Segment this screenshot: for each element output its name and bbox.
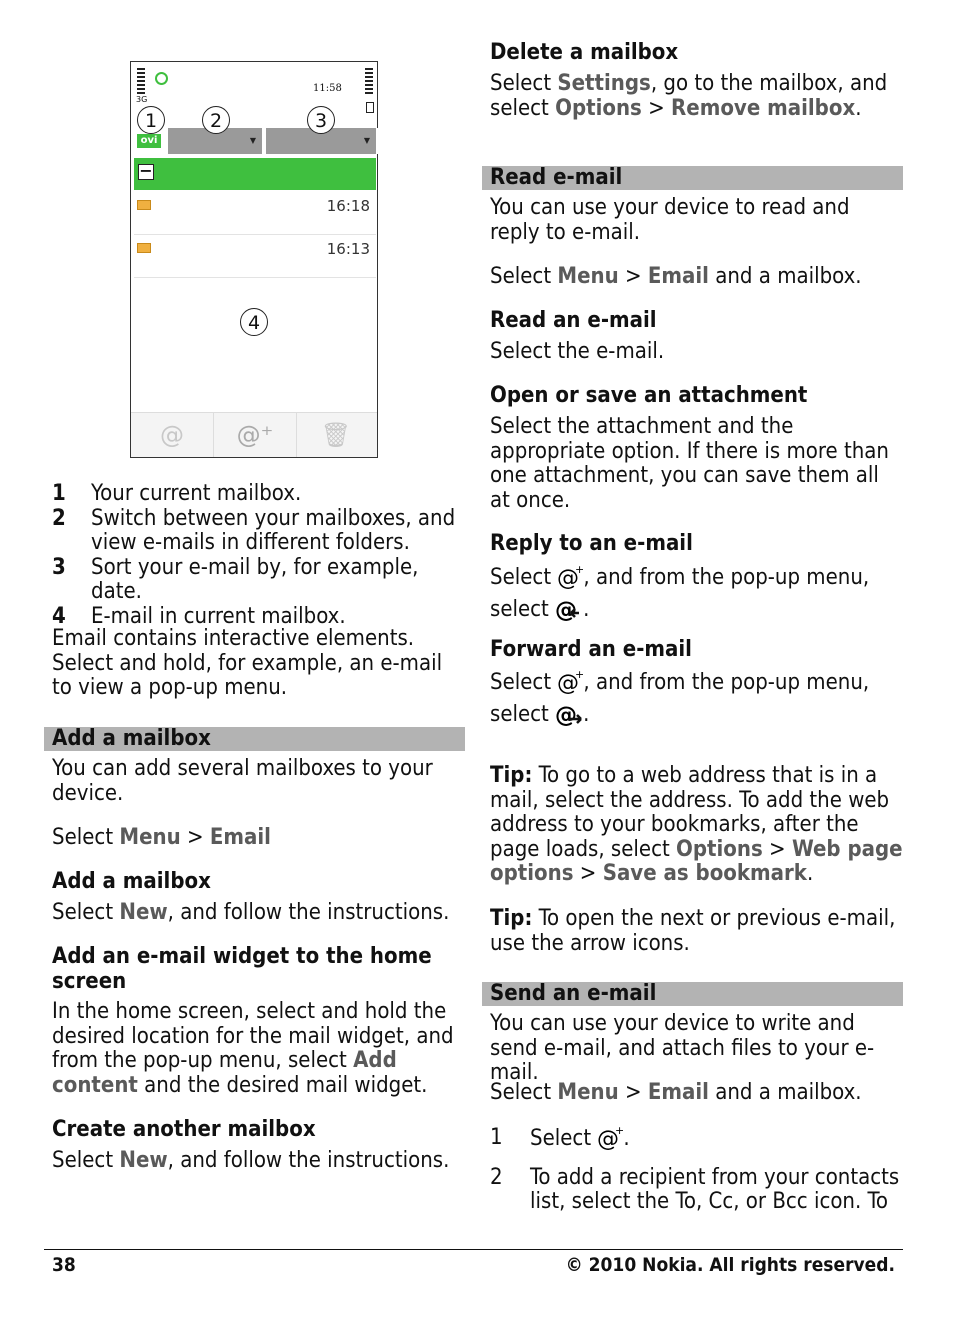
clock: 11:58	[313, 83, 342, 94]
step-number: 2	[490, 1164, 503, 1190]
svg-text:@: @	[555, 598, 578, 621]
phone-screenshot	[130, 61, 378, 458]
read-email-text: You can use your device to read and reply to e-mail.	[490, 195, 850, 245]
forward-icon	[555, 702, 583, 733]
step-number: 1	[490, 1125, 503, 1150]
compose-icon[interactable]: @⁺	[213, 413, 297, 457]
compose-icon	[557, 565, 583, 596]
ovi-mailbox-icon[interactable]: ovi	[137, 134, 161, 148]
svg-text:+: +	[575, 670, 584, 681]
svg-text:+: +	[575, 565, 584, 576]
send-email-text: You can use your device to write and send e-mail, and attach files to your e-mail.	[490, 1011, 875, 1085]
battery-icon	[366, 102, 374, 113]
heading-attachment: Open or save an attachment	[490, 383, 808, 408]
new-mail-icon[interactable]: @	[160, 421, 184, 449]
svg-text:@: @	[557, 671, 580, 694]
chevron-down-icon: ▼	[363, 136, 370, 145]
legend-number: 4	[52, 603, 66, 629]
reply-text: Select @ + , and from the pop-up menu, select @ .	[490, 564, 905, 628]
section-bar-send-email: Send an e-mail	[482, 982, 903, 1006]
copyright: © 2010 Nokia. All rights reserved.	[565, 1254, 895, 1276]
mail-list-item[interactable]	[134, 235, 376, 278]
add-mailbox-text: You can add several mailboxes to your device.	[52, 756, 433, 806]
mail-time: 16:18	[326, 197, 370, 215]
compose-icon	[597, 1126, 623, 1157]
delete-icon[interactable]: 🗑	[320, 421, 352, 449]
callout-legend	[52, 482, 472, 629]
attachment-text: Select the attachment and the appropriate option. If there is more than one attachment, you can save them all at once.	[490, 414, 889, 513]
widget-text: In the home screen, select and hold the desired location for the mail widget, and from the pop-up menu, select Add content and the desired mail widget.	[52, 999, 454, 1098]
svg-text:@: @	[597, 1127, 620, 1150]
tip-arrows: Tip: To open the next or previous e-mail, use the arrow icons.	[490, 906, 896, 956]
footer-divider	[44, 1249, 903, 1250]
callout-4: 4	[240, 308, 268, 336]
legend-text: Sort your e-mail by, for example, date.	[91, 554, 419, 604]
legend-number: 1	[52, 481, 66, 506]
send-menu-path: Select Menu > Email and a mailbox.	[490, 1080, 862, 1105]
menu-path: Select Menu > Email	[52, 825, 271, 850]
read-menu-path: Select Menu > Email and a mailbox.	[490, 264, 862, 289]
collapse-icon[interactable]: −	[139, 161, 153, 180]
online-icon	[155, 72, 168, 85]
reply-icon	[555, 597, 583, 628]
forward-text: Select @ + , and from the pop-up menu, select @ .	[490, 669, 905, 733]
callout-1: 1	[137, 106, 165, 134]
add-mailbox-instruction: Select New, and follow the instructions.	[52, 900, 450, 925]
callout-2: 2	[202, 106, 230, 134]
svg-text:@: @	[557, 566, 580, 589]
legend-number: 3	[52, 554, 66, 580]
heading-add-mailbox: Add a mailbox	[52, 869, 211, 894]
envelope-icon	[137, 243, 151, 253]
legend-text: Your current mailbox.	[91, 481, 302, 506]
heading-delete-mailbox: Delete a mailbox	[490, 40, 679, 65]
mail-list-item[interactable]	[134, 192, 376, 235]
network-label: 3G	[136, 95, 148, 104]
svg-text:@: @	[555, 703, 578, 726]
phone-toolbar	[131, 412, 377, 457]
battery-level-icon	[365, 68, 373, 94]
delete-mailbox-text: Select Settings, go to the mailbox, and select Options > Remove mailbox.	[490, 71, 888, 121]
chevron-down-icon: ▼	[249, 136, 256, 145]
compose-icon	[557, 670, 583, 701]
page-number: 38	[52, 1254, 76, 1276]
create-mailbox-instruction: Select New, and follow the instructions.	[52, 1148, 450, 1173]
legend-number: 2	[52, 505, 66, 531]
callout-3: 3	[307, 106, 335, 134]
legend-text: E-mail in current mailbox.	[91, 603, 346, 629]
legend-text: Switch between your mailboxes, and view e-mails in different folders.	[91, 505, 456, 555]
heading-reply: Reply to an e-mail	[490, 531, 693, 556]
section-bar-read-email: Read e-mail	[482, 166, 903, 190]
step-text: To add a recipient from your contacts list, select the To, Cc, or Bcc icon. To	[530, 1164, 900, 1214]
step-text: Select @ + .	[530, 1126, 630, 1157]
mail-time: 16:13	[326, 240, 370, 258]
signal-icon	[137, 68, 145, 94]
envelope-icon	[137, 200, 151, 210]
heading-forward: Forward an e-mail	[490, 637, 692, 662]
svg-text:+: +	[615, 1126, 624, 1137]
send-steps	[490, 1126, 905, 1215]
section-bar-add-mailbox: Add a mailbox	[44, 727, 465, 751]
heading-add-widget: Add an e-mail widget to the home screen	[52, 944, 432, 994]
tip-web-address: Tip: To go to a web address that is in a mail, select the address. To add the web address to your bookmarks, after the page loads, select Options > Web page options > Save as bookmark.	[490, 763, 903, 886]
heading-read-an-email: Read an e-mail	[490, 308, 657, 333]
read-an-email-text: Select the e-mail.	[490, 339, 665, 364]
intro-text: Email contains interactive elements. Select and hold, for example, an e-mail to view a pop-up menu.	[52, 626, 443, 700]
heading-create-mailbox: Create another mailbox	[52, 1117, 316, 1142]
folder-header[interactable]	[134, 158, 376, 190]
